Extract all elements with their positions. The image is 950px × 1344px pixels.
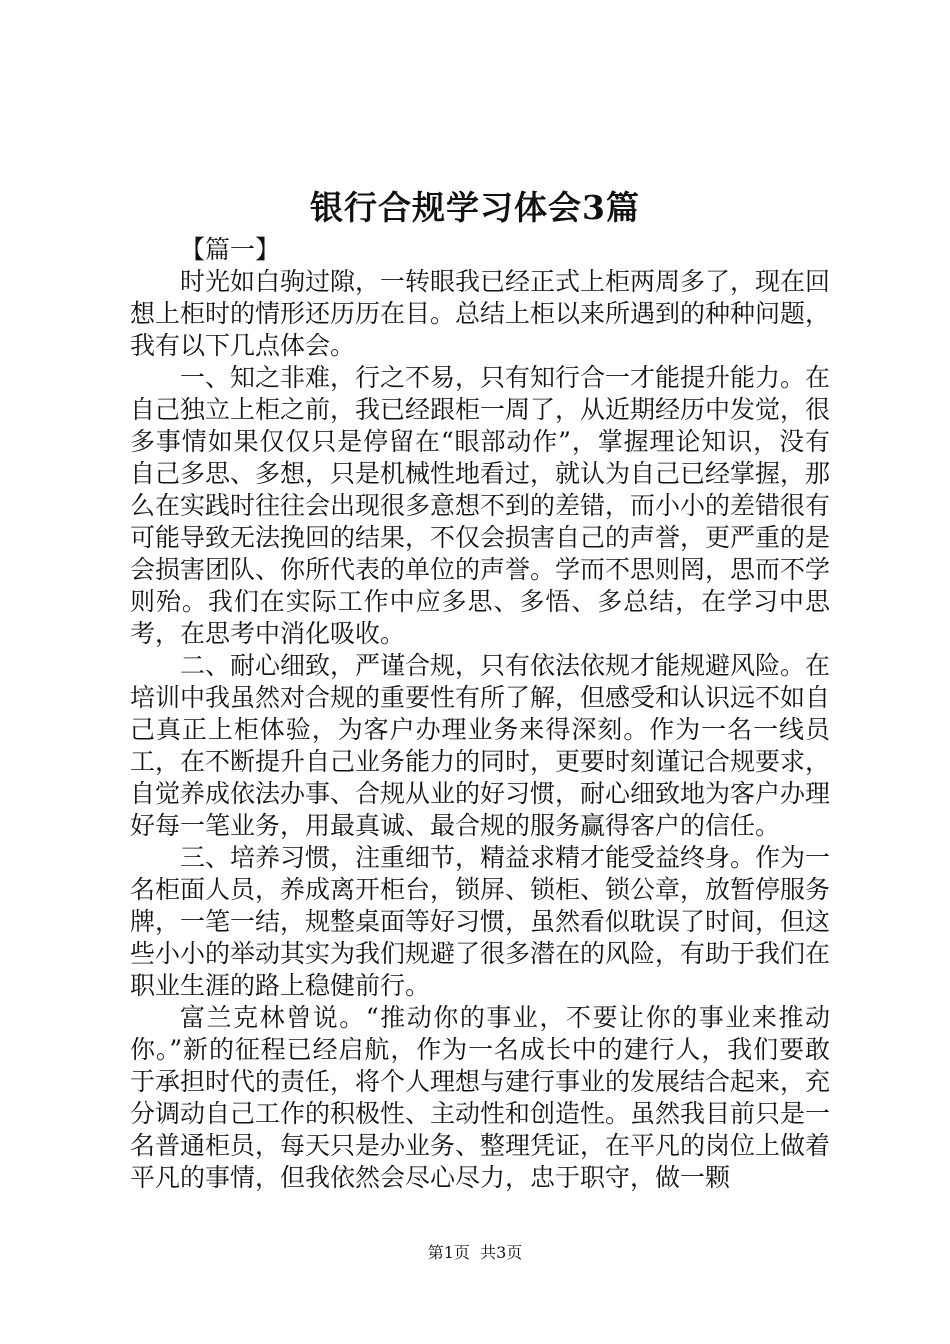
paragraph-3: 二、耐心细致，严谨合规，只有依法依规才能规避风险。在培训中我虽然对合规的重要性有所了解，但感受和认识远不如自己真正上柜体验，为客户办理业务来得深刻。作为一名一线员工，在不断提升自己业务能力的同时，更要时刻谨记合规要求，自觉养成依法办事、合规从业的好习惯，耐心细致地为客户办理好每一笔业务，用最真诚、最合规的服务赢得客户的信任。: [130, 651, 831, 840]
page-number: 第1页: [427, 1243, 470, 1262]
paragraph-5: 富兰克林曾说。“推动你的事业，不要让你的事业来推动你。”新的征程已经启航，作为一名成长中的建行人，我们要敢于承担时代的责任，将个人理想与建行事业的发展结合起来，充分调动自己工作的积极性、主动性和创造性。虽然我目前只是一名普通柜员，每天只是办业务、整理凭证，在平凡的岗位上做着平凡的事情，但我依然会尽心尽力，忠于职守，做一颗: [130, 1003, 831, 1192]
paragraph-1: 时光如白驹过隙，一转眼我已经正式上柜两周多了，现在回想上柜时的情形还历历在目。总结上柜以来所遇到的种种问题，我有以下几点体会。: [130, 267, 831, 360]
page-footer: [0, 1242, 950, 1264]
paragraph-4: 三、培养习惯，注重细节，精益求精才能受益终身。作为一名柜面人员，养成离开柜台，锁屏、锁柜、锁公章，放暂停服务牌，一笔一结，规整桌面等好习惯，虽然看似耽误了时间，但这些小小的举动其实为我们规避了很多潜在的风险，有助于我们在职业生涯的路上稳健前行。: [130, 843, 831, 1000]
document-body: [130, 234, 830, 1194]
page-total: 共3页: [480, 1243, 523, 1262]
document-title: 银行合规学习体会3篇: [310, 188, 640, 227]
section-label: 【篇一】: [180, 235, 281, 264]
paragraph-2: 一、知之非难，行之不易，只有知行合一才能提升能力。在自己独立上柜之前，我已经跟柜一周了，从近期经历中发觉，很多事情如果仅仅只是停留在“眼部动作”，掌握理论知识，没有自己多思、多想，只是机械性地看过，就认为自己已经掌握，那么在实践时往往会出现很多意想不到的差错，而小小的差错很有可能导致无法挽回的结果，不仅会损害自己的声誉，更严重的是会损害团队、你所代表的单位的声誉。学而不思则罔，思而不学则殆。我们在实际工作中应多思、多悟、多总结，在学习中思考，在思考中消化吸收。: [130, 363, 831, 648]
